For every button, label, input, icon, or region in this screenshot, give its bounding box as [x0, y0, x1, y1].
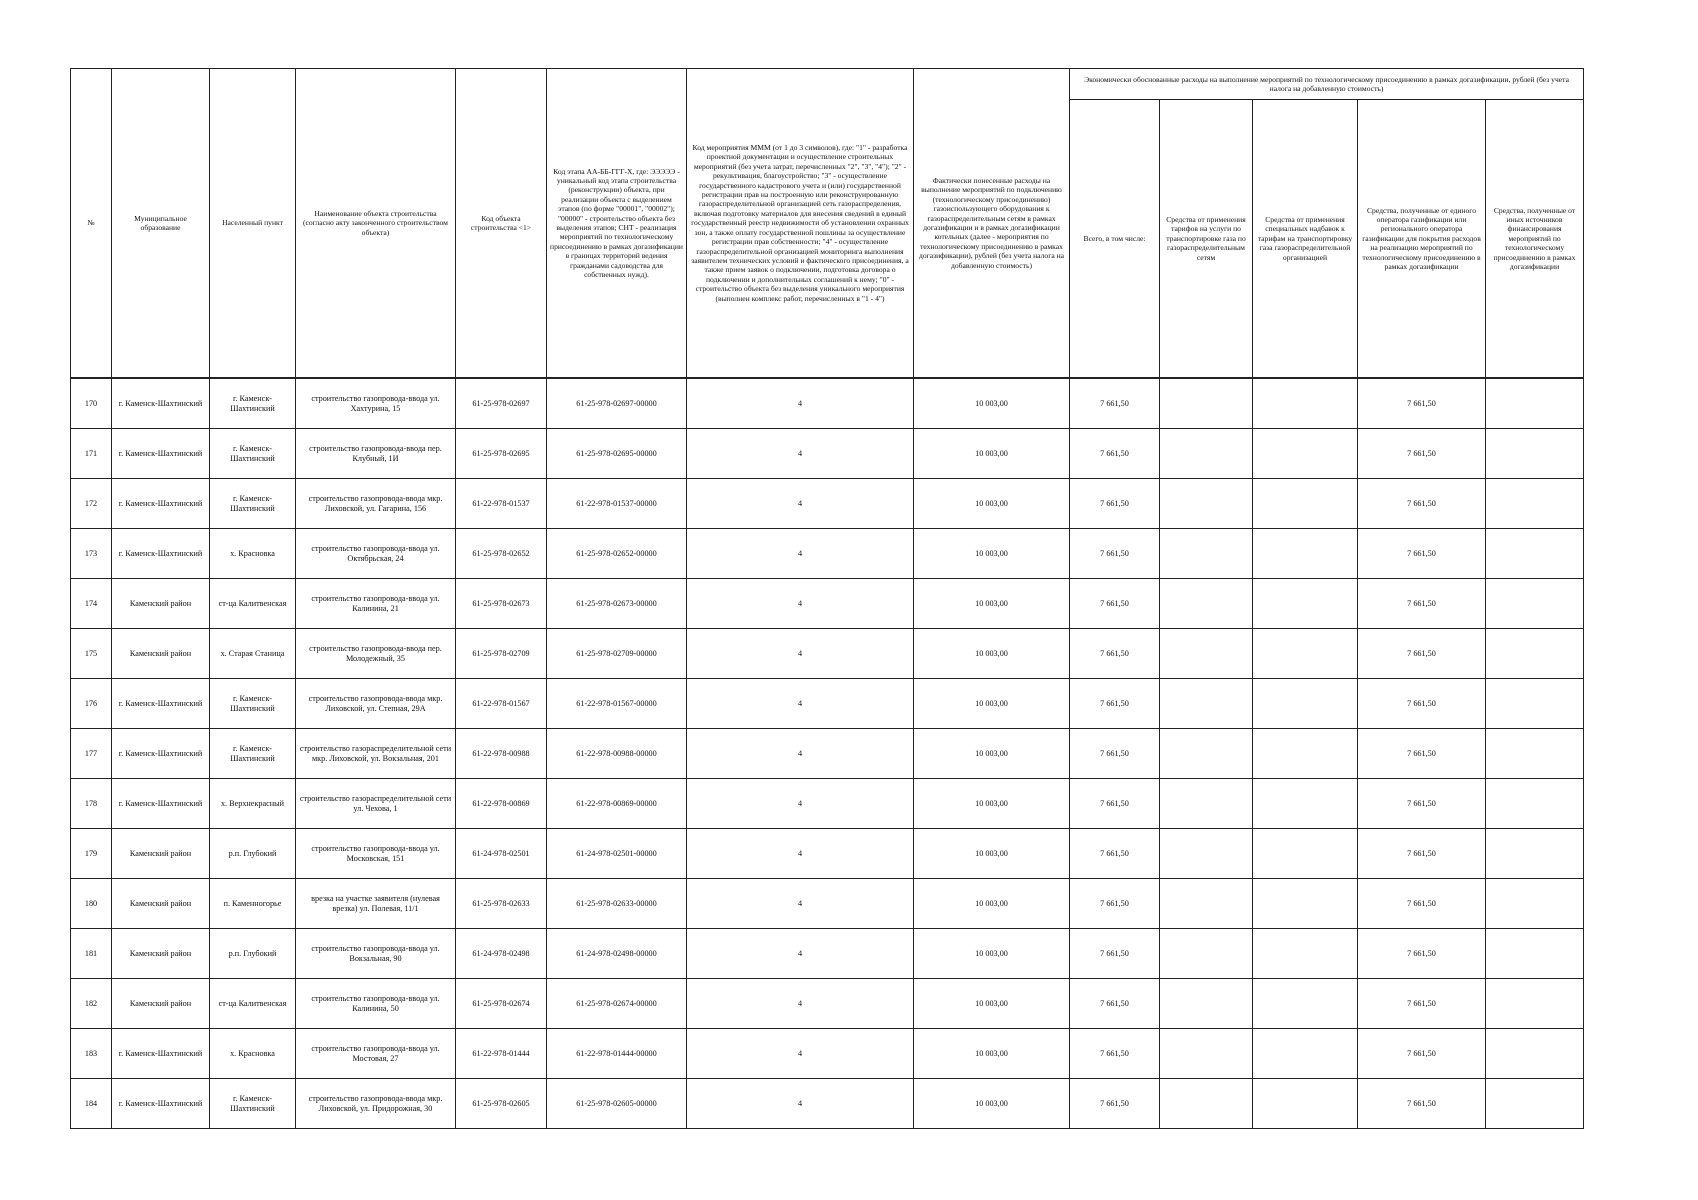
cell-municipality: г. Каменск-Шахтинский	[112, 529, 210, 579]
cell-num: 175	[71, 629, 112, 679]
cell-num: 180	[71, 879, 112, 929]
cell-stage-code: 61-22-978-01444-00000	[547, 1029, 687, 1079]
table-row	[71, 579, 1584, 629]
cell-surcharges	[1253, 629, 1358, 679]
header-special-surcharges: Средства от применения специальных надбавок к тарифам на транспортировку газа газораспределительной организацией	[1253, 100, 1358, 379]
cell-operator: 7 661,50	[1358, 779, 1486, 829]
cell-other	[1486, 429, 1584, 479]
cell-num: 178	[71, 779, 112, 829]
cell-surcharges	[1253, 929, 1358, 979]
cell-num: 176	[71, 679, 112, 729]
cell-surcharges	[1253, 1079, 1358, 1129]
header-operator-funds: Средства, полученные от единого оператора газификации или регионального оператора газификации для покрытия расходов на реализацию мероприятий по технологическому присоединению в рамках догазификации	[1358, 100, 1486, 379]
cell-municipality: Каменский район	[112, 579, 210, 629]
cell-event-code: 4	[687, 429, 914, 479]
cell-operator: 7 661,50	[1358, 629, 1486, 679]
cell-stage-code: 61-25-978-02673-00000	[547, 579, 687, 629]
header-other-sources: Средства, полученные от иных источников финансирования мероприятий по технологическому присоединению в рамках догазификации	[1486, 100, 1584, 379]
table-row	[71, 479, 1584, 529]
header-row-top	[71, 69, 1584, 100]
table-row	[71, 779, 1584, 829]
cell-actual-costs: 10 003,00	[914, 579, 1070, 629]
cell-surcharges	[1253, 579, 1358, 629]
cell-num: 171	[71, 429, 112, 479]
cell-object: строительство газопровода-ввода ул. Калинина, 50	[296, 979, 456, 1029]
cell-surcharges	[1253, 378, 1358, 429]
table-row	[71, 729, 1584, 779]
cell-municipality: Каменский район	[112, 979, 210, 1029]
cell-object: строительство газопровода-ввода ул. Мостовая, 27	[296, 1029, 456, 1079]
cell-total: 7 661,50	[1070, 479, 1160, 529]
cell-num: 170	[71, 378, 112, 429]
cell-object: строительство газопровода-ввода пер. Клубный, 1И	[296, 429, 456, 479]
header-econ-group: Экономически обоснованные расходы на выполнение мероприятий по технологическому присоединению в рамках догазификации, рублей (без учета налога на добавленную стоимость)	[1070, 69, 1584, 100]
cell-municipality: Каменский район	[112, 629, 210, 679]
cell-transport	[1160, 729, 1253, 779]
cell-settlement: г. Каменск-Шахтинский	[210, 378, 296, 429]
cell-transport	[1160, 829, 1253, 879]
cell-actual-costs: 10 003,00	[914, 779, 1070, 829]
cell-object-code: 61-22-978-01444	[456, 1029, 547, 1079]
cell-settlement: х. Красновка	[210, 1029, 296, 1079]
cell-transport	[1160, 629, 1253, 679]
cell-other	[1486, 829, 1584, 879]
cell-municipality: Каменский район	[112, 929, 210, 979]
cell-other	[1486, 1079, 1584, 1129]
cell-event-code: 4	[687, 779, 914, 829]
cell-event-code: 4	[687, 679, 914, 729]
cell-surcharges	[1253, 529, 1358, 579]
cell-settlement: р.п. Глубокий	[210, 929, 296, 979]
cell-stage-code: 61-22-978-01537-00000	[547, 479, 687, 529]
cell-municipality: Каменский район	[112, 829, 210, 879]
cell-actual-costs: 10 003,00	[914, 979, 1070, 1029]
cell-event-code: 4	[687, 629, 914, 679]
cell-operator: 7 661,50	[1358, 429, 1486, 479]
cell-transport	[1160, 529, 1253, 579]
cell-actual-costs: 10 003,00	[914, 729, 1070, 779]
cell-event-code: 4	[687, 979, 914, 1029]
cell-actual-costs: 10 003,00	[914, 1029, 1070, 1079]
cell-surcharges	[1253, 729, 1358, 779]
cell-num: 181	[71, 929, 112, 979]
cell-object: строительство газораспределительной сети мкр. Лиховской, ул. Вокзальная, 201	[296, 729, 456, 779]
cell-event-code: 4	[687, 479, 914, 529]
cell-object: строительство газопровода-ввода ул. Вокзальная, 90	[296, 929, 456, 979]
cell-municipality: г. Каменск-Шахтинский	[112, 479, 210, 529]
cell-stage-code: 61-24-978-02498-00000	[547, 929, 687, 979]
cell-actual-costs: 10 003,00	[914, 378, 1070, 429]
cell-surcharges	[1253, 829, 1358, 879]
cell-stage-code: 61-22-978-00869-00000	[547, 779, 687, 829]
cell-operator: 7 661,50	[1358, 529, 1486, 579]
cell-total: 7 661,50	[1070, 429, 1160, 479]
cell-transport	[1160, 378, 1253, 429]
cell-municipality: г. Каменск-Шахтинский	[112, 729, 210, 779]
cell-total: 7 661,50	[1070, 979, 1160, 1029]
cell-surcharges	[1253, 479, 1358, 529]
cell-other	[1486, 479, 1584, 529]
cell-other	[1486, 779, 1584, 829]
table-row	[71, 879, 1584, 929]
cell-transport	[1160, 479, 1253, 529]
table-header	[71, 69, 1584, 379]
cell-object: строительство газопровода-ввода пер. Молодежный, 35	[296, 629, 456, 679]
cell-operator: 7 661,50	[1358, 829, 1486, 879]
cell-num: 179	[71, 829, 112, 879]
cell-object-code: 61-24-978-02498	[456, 929, 547, 979]
cell-surcharges	[1253, 979, 1358, 1029]
cell-actual-costs: 10 003,00	[914, 879, 1070, 929]
cell-object: строительство газопровода-ввода ул. Московская, 151	[296, 829, 456, 879]
cell-settlement: ст-ца Калитвенская	[210, 979, 296, 1029]
cell-transport	[1160, 579, 1253, 629]
cell-stage-code: 61-25-978-02674-00000	[547, 979, 687, 1029]
cell-object-code: 61-25-978-02709	[456, 629, 547, 679]
cell-num: 172	[71, 479, 112, 529]
cell-stage-code: 61-25-978-02697-00000	[547, 378, 687, 429]
cell-event-code: 4	[687, 1029, 914, 1079]
cell-num: 183	[71, 1029, 112, 1079]
cell-object: строительство газораспределительной сети ул. Чехова, 1	[296, 779, 456, 829]
cell-actual-costs: 10 003,00	[914, 629, 1070, 679]
cell-object-code: 61-25-978-02697	[456, 378, 547, 429]
cell-operator: 7 661,50	[1358, 679, 1486, 729]
cell-transport	[1160, 979, 1253, 1029]
cell-total: 7 661,50	[1070, 1079, 1160, 1129]
cell-actual-costs: 10 003,00	[914, 679, 1070, 729]
cell-object: строительство газопровода-ввода ул. Калинина, 21	[296, 579, 456, 629]
cell-municipality: г. Каменск-Шахтинский	[112, 679, 210, 729]
header-actual-costs: Фактически понесенные расходы на выполнение мероприятий по подключению (технологическому присоединению) газоиспользующего оборудования к газораспределительным сетям в рамках догазификации и в рамках догазификации котельных (далее - мероприятия по технологическому присоединению в рамках догазификации), рублей (без учета налога на добавленную стоимость)	[914, 69, 1070, 379]
cell-municipality: г. Каменск-Шахтинский	[112, 378, 210, 429]
cell-event-code: 4	[687, 1079, 914, 1129]
cell-surcharges	[1253, 879, 1358, 929]
cell-municipality: г. Каменск-Шахтинский	[112, 429, 210, 479]
cell-event-code: 4	[687, 879, 914, 929]
cell-other	[1486, 679, 1584, 729]
table-row	[71, 979, 1584, 1029]
cell-total: 7 661,50	[1070, 529, 1160, 579]
cell-other	[1486, 579, 1584, 629]
cell-operator: 7 661,50	[1358, 1029, 1486, 1079]
cell-settlement: х. Красновка	[210, 529, 296, 579]
cell-total: 7 661,50	[1070, 879, 1160, 929]
cell-operator: 7 661,50	[1358, 579, 1486, 629]
header-stage-code: Код этапа АА-ББ-ГГГ-Х, где: ЭЭЭЭЭ - уникальный код этапа строительства (реконструкции) объекта, при реализации объекта с выделением этапов (по форме "00001", "00002"); "00000" - строительство объекта без выделения этапов; СНТ - реализация мероприятий по технологическому присоединению в рамках догазификации в границах территорий ведения гражданами садоводства для собственных нужд).	[547, 69, 687, 379]
cell-total: 7 661,50	[1070, 579, 1160, 629]
cell-operator: 7 661,50	[1358, 1079, 1486, 1129]
cell-settlement: х. Верхнекрасный	[210, 779, 296, 829]
cell-object-code: 61-25-978-02652	[456, 529, 547, 579]
header-object-name: Наименование объекта строительства (согласно акту законченного строительством объекта)	[296, 69, 456, 379]
cell-surcharges	[1253, 429, 1358, 479]
cell-settlement: х. Старая Станица	[210, 629, 296, 679]
cell-total: 7 661,50	[1070, 929, 1160, 979]
cell-object: врезка на участке заявителя (нулевая врезка) ул. Полевая, 11/1	[296, 879, 456, 929]
cell-stage-code: 61-25-978-02652-00000	[547, 529, 687, 579]
cell-stage-code: 61-22-978-00988-00000	[547, 729, 687, 779]
cell-surcharges	[1253, 1029, 1358, 1079]
cell-other	[1486, 378, 1584, 429]
cell-transport	[1160, 1079, 1253, 1129]
table-row	[71, 1029, 1584, 1079]
cell-actual-costs: 10 003,00	[914, 1079, 1070, 1129]
cell-municipality: г. Каменск-Шахтинский	[112, 1029, 210, 1079]
cell-settlement: п. Каменногорье	[210, 879, 296, 929]
header-total: Всего, в том числе:	[1070, 100, 1160, 379]
cell-object-code: 61-22-978-00988	[456, 729, 547, 779]
cell-total: 7 661,50	[1070, 829, 1160, 879]
cell-event-code: 4	[687, 579, 914, 629]
cell-total: 7 661,50	[1070, 729, 1160, 779]
table-row	[71, 378, 1584, 429]
cell-transport	[1160, 1029, 1253, 1079]
cell-transport	[1160, 679, 1253, 729]
cell-object: строительство газопровода-ввода ул. Хахтурина, 15	[296, 378, 456, 429]
header-transport-tariffs: Средства от применения тарифов на услуги по транспортировке газа по газораспределительным сетям	[1160, 100, 1253, 379]
cell-settlement: г. Каменск-Шахтинский	[210, 729, 296, 779]
cell-object-code: 61-25-978-02633	[456, 879, 547, 929]
cell-object-code: 61-25-978-02674	[456, 979, 547, 1029]
cell-operator: 7 661,50	[1358, 729, 1486, 779]
cell-object: строительство газопровода-ввода мкр. Лиховской, ул. Гагарина, 156	[296, 479, 456, 529]
cell-event-code: 4	[687, 378, 914, 429]
header-settlement: Населенный пункт	[210, 69, 296, 379]
cell-municipality: г. Каменск-Шахтинский	[112, 779, 210, 829]
cell-num: 173	[71, 529, 112, 579]
cell-stage-code: 61-25-978-02633-00000	[547, 879, 687, 929]
cell-actual-costs: 10 003,00	[914, 829, 1070, 879]
cell-other	[1486, 929, 1584, 979]
cell-settlement: г. Каменск-Шахтинский	[210, 479, 296, 529]
cell-object-code: 61-24-978-02501	[456, 829, 547, 879]
cell-municipality: г. Каменск-Шахтинский	[112, 1079, 210, 1129]
cell-settlement: г. Каменск-Шахтинский	[210, 429, 296, 479]
cell-object: строительство газопровода-ввода мкр. Лиховской, ул. Степная, 29А	[296, 679, 456, 729]
cell-event-code: 4	[687, 929, 914, 979]
cell-stage-code: 61-25-978-02695-00000	[547, 429, 687, 479]
table-row	[71, 829, 1584, 879]
cell-operator: 7 661,50	[1358, 929, 1486, 979]
cell-transport	[1160, 779, 1253, 829]
cell-object: строительство газопровода-ввода мкр. Лиховской, ул. Придорожная, 30	[296, 1079, 456, 1129]
cell-event-code: 4	[687, 529, 914, 579]
cell-object-code: 61-22-978-01567	[456, 679, 547, 729]
cell-actual-costs: 10 003,00	[914, 479, 1070, 529]
cell-actual-costs: 10 003,00	[914, 429, 1070, 479]
cell-stage-code: 61-25-978-02709-00000	[547, 629, 687, 679]
cell-object-code: 61-25-978-02695	[456, 429, 547, 479]
table-row	[71, 679, 1584, 729]
header-num: №	[71, 69, 112, 379]
cell-event-code: 4	[687, 829, 914, 879]
cell-stage-code: 61-25-978-02605-00000	[547, 1079, 687, 1129]
header-event-code: Код мероприятия МММ (от 1 до 3 символов), где: "1" - разработка проектной документации и осуществление строительных мероприятий (без учета затрат, перечисленных "2", "3", "4"); "2" - рекультивация, благоустройство; "3" - осуществление государственного кадастрового учета и (или) государственной регистрации прав на построенную или реконструированную газораспределительной организацией сеть газораспределения, включая подготовку материалов для внесения сведений в единый государственный реестр недвижимости об установлении охранных зон, а также оплату государственной пошлины за осуществление регистрации прав собственности; "4" - осуществление газораспределительной организацией мониторинга выполнения заявителем технических условий и фактического присоединения, а также прием заявок о подключении, подготовка договора о подключении и дополнительных соглашений к нему; "0" - строительство объекта без выделения уникального мероприятия (выполнен комплекс работ, перечисленных в "1 - 4")	[687, 69, 914, 379]
gasification-costs-table	[70, 68, 1584, 1129]
cell-operator: 7 661,50	[1358, 879, 1486, 929]
table-row	[71, 1079, 1584, 1129]
cell-num: 182	[71, 979, 112, 1029]
table-body	[71, 378, 1584, 1129]
cell-other	[1486, 979, 1584, 1029]
cell-num: 184	[71, 1079, 112, 1129]
cell-settlement: г. Каменск-Шахтинский	[210, 679, 296, 729]
header-municipality: Муниципальное образование	[112, 69, 210, 379]
cell-total: 7 661,50	[1070, 378, 1160, 429]
cell-other	[1486, 1029, 1584, 1079]
cell-operator: 7 661,50	[1358, 979, 1486, 1029]
cell-actual-costs: 10 003,00	[914, 929, 1070, 979]
table-row	[71, 629, 1584, 679]
cell-surcharges	[1253, 779, 1358, 829]
cell-other	[1486, 629, 1584, 679]
cell-object-code: 61-25-978-02605	[456, 1079, 547, 1129]
cell-total: 7 661,50	[1070, 629, 1160, 679]
cell-other	[1486, 879, 1584, 929]
cell-total: 7 661,50	[1070, 779, 1160, 829]
cell-operator: 7 661,50	[1358, 479, 1486, 529]
cell-settlement: ст-ца Калитвенская	[210, 579, 296, 629]
table-row	[71, 429, 1584, 479]
cell-surcharges	[1253, 679, 1358, 729]
cell-total: 7 661,50	[1070, 1029, 1160, 1079]
cell-settlement: г. Каменск-Шахтинский	[210, 1079, 296, 1129]
cell-settlement: р.п. Глубокий	[210, 829, 296, 879]
cell-stage-code: 61-22-978-01567-00000	[547, 679, 687, 729]
cell-event-code: 4	[687, 729, 914, 779]
cell-other	[1486, 529, 1584, 579]
cell-stage-code: 61-24-978-02501-00000	[547, 829, 687, 879]
cell-transport	[1160, 929, 1253, 979]
cell-num: 177	[71, 729, 112, 779]
cell-object-code: 61-22-978-01537	[456, 479, 547, 529]
cell-object-code: 61-25-978-02673	[456, 579, 547, 629]
cell-num: 174	[71, 579, 112, 629]
cell-operator: 7 661,50	[1358, 378, 1486, 429]
cell-municipality: Каменский район	[112, 879, 210, 929]
cell-actual-costs: 10 003,00	[914, 529, 1070, 579]
cell-transport	[1160, 429, 1253, 479]
cell-total: 7 661,50	[1070, 679, 1160, 729]
header-object-code: Код объекта строительства <1>	[456, 69, 547, 379]
cell-other	[1486, 729, 1584, 779]
table-row	[71, 529, 1584, 579]
table-row	[71, 929, 1584, 979]
cell-object-code: 61-22-978-00869	[456, 779, 547, 829]
cell-transport	[1160, 879, 1253, 929]
cell-object: строительство газопровода-ввода ул. Октябрьская, 24	[296, 529, 456, 579]
